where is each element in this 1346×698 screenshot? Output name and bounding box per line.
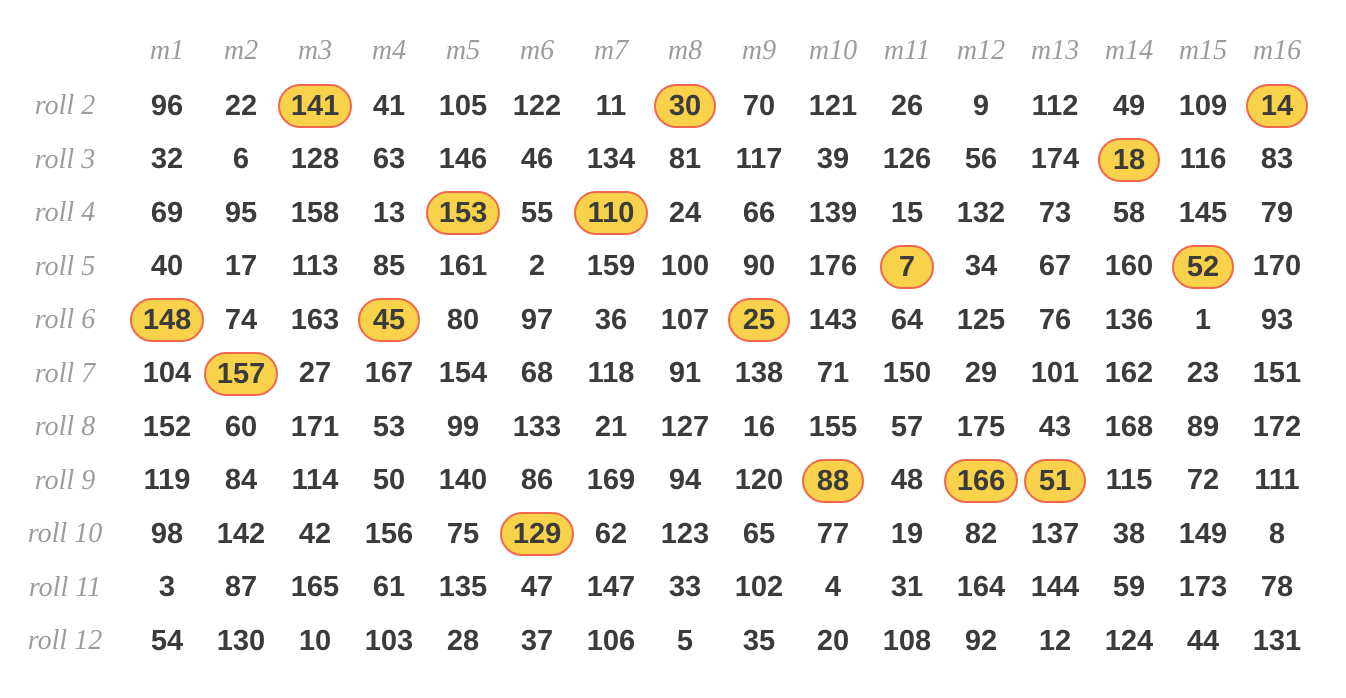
cell-value xyxy=(1240,80,1314,134)
cell-value: 15 xyxy=(890,196,924,229)
cell-value: 35 xyxy=(742,624,776,657)
cell-value: 77 xyxy=(816,517,850,550)
cell-value: 125 xyxy=(956,303,1006,336)
column-header-m15: m15 xyxy=(1178,35,1228,66)
cell-value: 50 xyxy=(372,464,406,497)
cell-value: 123 xyxy=(660,517,710,550)
cell-value: 92 xyxy=(964,624,998,657)
cell-value: 90 xyxy=(742,250,776,283)
cell-value: 94 xyxy=(668,464,702,497)
cell-value: 41 xyxy=(372,89,406,122)
cell-value: 82 xyxy=(964,517,998,550)
cell-value xyxy=(1018,454,1092,508)
cell-value: 16 xyxy=(742,410,776,443)
cell-value: 102 xyxy=(734,571,784,604)
cell-value: 23 xyxy=(1186,357,1220,390)
cell-value: 29 xyxy=(964,357,998,390)
cell-value: 145 xyxy=(1178,196,1228,229)
cell-value: 109 xyxy=(1178,89,1228,122)
cell-value: 173 xyxy=(1178,571,1228,604)
cell-value: 113 xyxy=(291,250,339,283)
cell-value: 48 xyxy=(890,464,924,497)
cell-value: 127 xyxy=(660,410,710,443)
cell-value: 47 xyxy=(520,571,554,604)
column-header-m5: m5 xyxy=(445,35,481,66)
cell-value: 66 xyxy=(742,196,776,229)
cell-value: 98 xyxy=(150,517,184,550)
cell-value: 100 xyxy=(660,250,710,283)
cell-value: 71 xyxy=(816,357,850,390)
cell-value: 142 xyxy=(216,517,266,550)
highlight-pill: 14 xyxy=(1246,84,1308,128)
cell-value: 12 xyxy=(1038,624,1072,657)
cell-value xyxy=(278,80,352,134)
cell-value: 19 xyxy=(890,517,924,550)
column-header-m3: m3 xyxy=(297,35,333,66)
cell-value xyxy=(722,294,796,348)
cell-value: 126 xyxy=(882,143,932,176)
cell-value: 160 xyxy=(1104,250,1154,283)
cell-value: 75 xyxy=(446,517,480,550)
cell-value: 44 xyxy=(1186,624,1220,657)
cell-value: 122 xyxy=(512,89,562,122)
cell-value: 115 xyxy=(1105,464,1153,497)
cell-value: 39 xyxy=(816,143,850,176)
cell-value: 13 xyxy=(372,196,406,229)
cell-value: 27 xyxy=(298,357,332,390)
cell-value: 38 xyxy=(1112,517,1146,550)
row-label: roll 5 xyxy=(34,250,96,282)
cell-value xyxy=(352,294,426,348)
row-label: roll 10 xyxy=(27,518,103,550)
column-header-m6: m6 xyxy=(519,35,555,66)
cell-value: 43 xyxy=(1038,410,1072,443)
column-header-m4: m4 xyxy=(371,35,407,66)
cell-value: 158 xyxy=(290,196,340,229)
cell-value: 106 xyxy=(586,624,636,657)
cell-value: 137 xyxy=(1030,517,1080,550)
cell-value: 80 xyxy=(446,303,480,336)
highlight-pill: 52 xyxy=(1172,245,1234,289)
cell-value: 101 xyxy=(1030,357,1080,390)
cell-value xyxy=(1092,133,1166,187)
highlight-pill: 88 xyxy=(802,459,864,503)
cell-value: 76 xyxy=(1038,303,1072,336)
column-header-m8: m8 xyxy=(667,35,703,66)
highlight-pill: 153 xyxy=(426,191,500,235)
cell-value: 59 xyxy=(1112,571,1146,604)
cell-value: 159 xyxy=(586,250,636,283)
cell-value: 97 xyxy=(520,303,554,336)
cell-value: 53 xyxy=(372,410,406,443)
cell-value: 132 xyxy=(956,196,1006,229)
cell-value: 116 xyxy=(1179,143,1227,176)
cell-value: 134 xyxy=(586,143,636,176)
cell-value: 42 xyxy=(298,517,332,550)
row-label: roll 7 xyxy=(34,357,96,389)
cell-value: 9 xyxy=(972,89,990,122)
cell-value: 55 xyxy=(520,196,554,229)
cell-value: 24 xyxy=(668,196,702,229)
cell-value: 107 xyxy=(660,303,710,336)
cell-value: 118 xyxy=(587,357,635,390)
cell-value: 96 xyxy=(150,89,184,122)
cell-value: 136 xyxy=(1104,303,1154,336)
cell-value: 104 xyxy=(142,357,192,390)
cell-value: 156 xyxy=(364,517,414,550)
highlight-pill: 51 xyxy=(1024,459,1086,503)
cell-value: 46 xyxy=(520,143,554,176)
cell-value: 172 xyxy=(1252,410,1302,443)
highlight-pill: 30 xyxy=(654,84,716,128)
cell-value: 37 xyxy=(520,624,554,657)
cell-value: 89 xyxy=(1186,410,1220,443)
cell-value: 11 xyxy=(595,89,627,122)
cell-value xyxy=(426,187,500,241)
cell-value: 28 xyxy=(446,624,480,657)
cell-value: 78 xyxy=(1260,571,1294,604)
row-label: roll 12 xyxy=(27,625,103,657)
cell-value xyxy=(648,80,722,134)
cell-value xyxy=(944,454,1018,508)
cell-value: 21 xyxy=(594,410,628,443)
cell-value: 151 xyxy=(1252,357,1302,390)
cell-value: 149 xyxy=(1178,517,1228,550)
cell-value: 108 xyxy=(882,624,932,657)
cell-value: 61 xyxy=(372,571,406,604)
highlight-pill: 25 xyxy=(728,298,790,342)
cell-value: 22 xyxy=(224,89,258,122)
cell-value: 10 xyxy=(298,624,332,657)
cell-value: 64 xyxy=(890,303,924,336)
cell-value: 69 xyxy=(150,196,184,229)
cell-value: 138 xyxy=(734,357,784,390)
cell-value: 167 xyxy=(364,357,414,390)
cell-value: 8 xyxy=(1268,517,1286,550)
cell-value xyxy=(204,347,278,401)
cell-value: 32 xyxy=(150,143,184,176)
cell-value xyxy=(574,187,648,241)
cell-value: 68 xyxy=(520,357,554,390)
column-header-m9: m9 xyxy=(741,35,777,66)
cell-value: 171 xyxy=(290,410,340,443)
cell-value: 4 xyxy=(824,571,842,604)
cell-value: 176 xyxy=(808,250,858,283)
cell-value: 31 xyxy=(890,571,924,604)
column-header-m2: m2 xyxy=(223,35,259,66)
cell-value: 165 xyxy=(290,571,340,604)
column-header-m11: m11 xyxy=(883,35,931,66)
cell-value: 95 xyxy=(224,196,258,229)
cell-value xyxy=(500,508,574,562)
column-header-m1: m1 xyxy=(149,35,185,66)
cell-value: 84 xyxy=(224,464,258,497)
column-header-m10: m10 xyxy=(808,35,858,66)
cell-value: 54 xyxy=(150,624,184,657)
cell-value: 93 xyxy=(1260,303,1294,336)
cell-value: 81 xyxy=(668,143,702,176)
cell-value: 60 xyxy=(224,410,258,443)
cell-value: 70 xyxy=(742,89,776,122)
cell-value xyxy=(870,240,944,294)
highlight-pill: 110 xyxy=(574,191,648,235)
row-label: roll 11 xyxy=(28,571,102,603)
row-label: roll 9 xyxy=(34,464,96,496)
cell-value: 150 xyxy=(882,357,932,390)
cell-value: 62 xyxy=(594,517,628,550)
cell-value: 169 xyxy=(586,464,636,497)
cell-value: 139 xyxy=(808,196,858,229)
cell-value: 63 xyxy=(372,143,406,176)
cell-value: 83 xyxy=(1260,143,1294,176)
cell-value xyxy=(1166,240,1240,294)
cell-value: 6 xyxy=(232,143,250,176)
cell-value: 170 xyxy=(1252,250,1302,283)
cell-value: 161 xyxy=(438,250,488,283)
cell-value: 105 xyxy=(438,89,488,122)
cell-value: 74 xyxy=(224,303,258,336)
highlight-pill: 141 xyxy=(278,84,352,128)
cell-value: 152 xyxy=(142,410,192,443)
column-header-m7: m7 xyxy=(593,35,629,66)
column-header-m16: m16 xyxy=(1252,35,1302,66)
cell-value: 72 xyxy=(1186,464,1220,497)
cell-value: 147 xyxy=(586,571,636,604)
row-label: roll 3 xyxy=(34,143,96,175)
cell-value: 124 xyxy=(1104,624,1154,657)
cell-value: 65 xyxy=(742,517,776,550)
cell-value: 146 xyxy=(438,143,488,176)
cell-value: 20 xyxy=(816,624,850,657)
cell-value: 58 xyxy=(1112,196,1146,229)
highlight-pill: 7 xyxy=(880,245,934,289)
cell-value: 34 xyxy=(964,250,998,283)
row-label: roll 8 xyxy=(34,411,96,443)
cell-value: 162 xyxy=(1104,357,1154,390)
cell-value: 36 xyxy=(594,303,628,336)
cell-value: 49 xyxy=(1112,89,1146,122)
column-header-m13: m13 xyxy=(1030,35,1080,66)
cell-value: 103 xyxy=(364,624,414,657)
highlight-pill: 166 xyxy=(944,459,1018,503)
cell-value: 128 xyxy=(290,143,340,176)
cell-value: 85 xyxy=(372,250,406,283)
cell-value: 86 xyxy=(520,464,554,497)
cell-value xyxy=(796,454,870,508)
cell-value: 3 xyxy=(158,571,176,604)
column-header-m12: m12 xyxy=(956,35,1006,66)
cell-value: 114 xyxy=(291,464,339,497)
cell-value: 163 xyxy=(290,303,340,336)
highlight-pill: 129 xyxy=(500,512,574,556)
table-corner-cell xyxy=(0,26,130,76)
cell-value: 164 xyxy=(956,571,1006,604)
cell-value: 87 xyxy=(224,571,258,604)
cell-value: 2 xyxy=(528,250,546,283)
row-label: roll 2 xyxy=(34,90,96,122)
highlight-pill: 18 xyxy=(1098,138,1160,182)
cell-value: 33 xyxy=(668,571,702,604)
highlight-pill: 45 xyxy=(358,298,420,342)
row-label: roll 4 xyxy=(34,197,96,229)
highlight-pill: 157 xyxy=(204,352,278,396)
cell-value: 73 xyxy=(1038,196,1072,229)
cell-value: 154 xyxy=(438,357,488,390)
cell-value: 130 xyxy=(216,624,266,657)
cell-value: 17 xyxy=(224,250,258,283)
cell-value: 57 xyxy=(890,410,924,443)
cell-value: 119 xyxy=(143,464,191,497)
rolls-table xyxy=(0,26,1346,668)
cell-value: 112 xyxy=(1031,89,1079,122)
cell-value: 175 xyxy=(956,410,1006,443)
cell-value: 120 xyxy=(734,464,784,497)
cell-value: 133 xyxy=(512,410,562,443)
cell-value: 140 xyxy=(438,464,488,497)
cell-value: 111 xyxy=(1254,464,1300,497)
cell-value: 144 xyxy=(1030,571,1080,604)
cell-value: 56 xyxy=(964,143,998,176)
cell-value: 67 xyxy=(1038,250,1072,283)
cell-value xyxy=(130,294,204,348)
cell-value: 91 xyxy=(668,357,702,390)
cell-value: 155 xyxy=(808,410,858,443)
cell-value: 1 xyxy=(1194,303,1212,336)
column-header-m14: m14 xyxy=(1104,35,1154,66)
cell-value: 99 xyxy=(446,410,480,443)
cell-value: 135 xyxy=(438,571,488,604)
row-label: roll 6 xyxy=(34,304,96,336)
cell-value: 26 xyxy=(890,89,924,122)
highlight-pill: 148 xyxy=(130,298,204,342)
cell-value: 121 xyxy=(808,89,858,122)
cell-value: 168 xyxy=(1104,410,1154,443)
cell-value: 131 xyxy=(1252,624,1302,657)
cell-value: 117 xyxy=(735,143,783,176)
cell-value: 79 xyxy=(1260,196,1294,229)
cell-value: 5 xyxy=(676,624,694,657)
cell-value: 143 xyxy=(808,303,858,336)
cell-value: 40 xyxy=(150,250,184,283)
cell-value: 174 xyxy=(1030,143,1080,176)
